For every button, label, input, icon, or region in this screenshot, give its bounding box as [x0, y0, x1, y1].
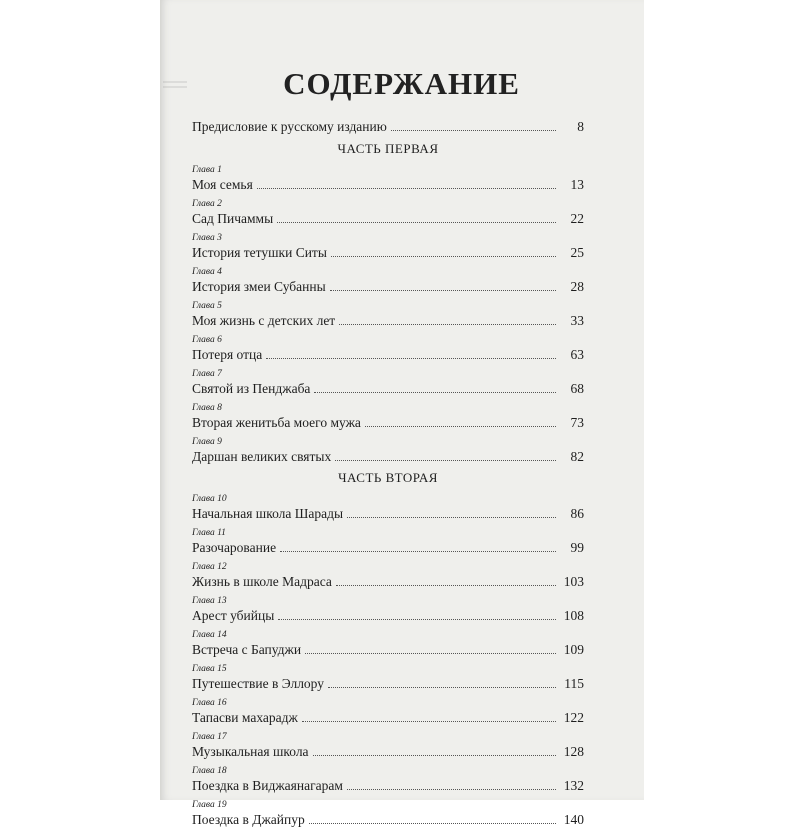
toc-entry [192, 402, 584, 432]
entry-page-number: 33 [570, 313, 584, 328]
entry-title: Предисловие к русскому изданию [192, 119, 387, 134]
entry-title: Начальная школа Шарады [192, 506, 344, 521]
toc-entry [192, 368, 584, 398]
dot-leader [339, 324, 556, 325]
dot-leader [257, 188, 556, 189]
chapter-number: Глава 16 [192, 698, 227, 708]
entry-title: История тетушки Ситы [192, 245, 327, 260]
dot-leader [278, 619, 556, 620]
dot-leader [365, 426, 556, 427]
toc-entry [192, 595, 584, 625]
chapter-number: Глава 18 [192, 766, 227, 776]
entry-title: Вторая женитьба моего мужа [192, 415, 361, 430]
entry-page-number: 140 [563, 812, 584, 827]
dot-leader [391, 130, 556, 131]
part-heading: ЧАСТЬ ВТОРАЯ [338, 470, 438, 485]
page-title: СОДЕРЖАНИЕ [283, 66, 520, 101]
dot-leader [347, 789, 556, 790]
toc-entry [192, 266, 584, 296]
chapter-number: Глава 19 [192, 800, 227, 810]
entry-page-number: 115 [564, 676, 584, 691]
chapter-number: Глава 4 [192, 267, 222, 277]
entry-page-number: 86 [570, 506, 584, 521]
entry-page-number: 108 [563, 608, 584, 623]
dot-leader [309, 823, 556, 824]
chapter-number: Глава 5 [192, 301, 222, 311]
toc-entry [192, 232, 584, 262]
dot-leader [330, 290, 556, 291]
entry-title: Тапасви махарадж [192, 710, 298, 725]
entry-page-number: 8 [577, 119, 584, 134]
chapter-number: Глава 2 [192, 199, 222, 209]
entry-title: Арест убийцы [192, 608, 275, 623]
entry-title: Моя семья [192, 177, 253, 192]
dot-leader [302, 721, 556, 722]
entry-title: Потеря отца [192, 347, 263, 362]
dot-leader [266, 358, 556, 359]
entry-page-number: 22 [570, 211, 584, 226]
chapter-number: Глава 15 [192, 664, 227, 674]
chapter-number: Глава 17 [192, 732, 227, 742]
toc-entry [192, 799, 584, 829]
entry-title: Музыкальная школа [192, 744, 309, 759]
chapter-number: Глава 6 [192, 335, 222, 345]
chapter-number: Глава 12 [192, 562, 227, 572]
entry-page-number: 82 [570, 449, 584, 464]
chapter-number: Глава 7 [192, 369, 222, 379]
entry-page-number: 25 [570, 245, 584, 260]
entry-title: Поездка в Джайпур [192, 812, 305, 827]
dot-leader [347, 517, 556, 518]
toc-entry [192, 663, 584, 693]
entry-title: Поездка в Виджаянагарам [192, 778, 343, 793]
entry-title: Встреча с Бапуджи [192, 642, 302, 657]
entry-title: Сад Пичаммы [192, 211, 274, 226]
entry-page-number: 103 [563, 574, 584, 589]
chapter-number: Глава 13 [192, 596, 227, 606]
entry-page-number: 63 [570, 347, 584, 362]
toc-entry [192, 198, 584, 228]
entry-title: Путешествие в Эллору [192, 676, 325, 691]
entry-page-number: 99 [570, 540, 584, 555]
chapter-number: Глава 9 [192, 437, 222, 447]
entry-page-number: 68 [570, 381, 584, 396]
chapter-number: Глава 11 [192, 528, 226, 538]
toc-entry [192, 300, 584, 330]
dot-leader [336, 585, 556, 586]
chapter-number: Глава 1 [192, 165, 222, 175]
toc-entry [192, 334, 584, 364]
toc-entry [192, 493, 584, 523]
dot-leader [280, 551, 556, 552]
chapter-number: Глава 14 [192, 630, 227, 640]
chapter-number: Глава 8 [192, 403, 222, 413]
dot-leader [277, 222, 556, 223]
dot-leader [335, 460, 556, 461]
part-heading: ЧАСТЬ ПЕРВАЯ [337, 141, 439, 156]
entry-page-number: 13 [570, 177, 584, 192]
table-of-contents [192, 117, 584, 829]
entry-title: Даршан великих святых [192, 449, 332, 464]
entry-page-number: 128 [563, 744, 584, 759]
dot-leader [313, 755, 556, 756]
entry-title: Жизнь в школе Мадраса [192, 574, 332, 589]
toc-entry-preface [192, 117, 584, 137]
toc-entry [192, 697, 584, 727]
toc-entry [192, 436, 584, 466]
entry-title: Моя жизнь с детских лет [192, 313, 336, 328]
dot-leader [314, 392, 556, 393]
toc-entry [192, 164, 584, 194]
dot-leader [331, 256, 556, 257]
entry-page-number: 73 [570, 415, 584, 430]
entry-title: Разочарование [192, 540, 277, 555]
chapter-number: Глава 10 [192, 494, 227, 504]
chapter-number: Глава 3 [192, 233, 222, 243]
toc-entry [192, 629, 584, 659]
toc-entry [192, 731, 584, 761]
entry-page-number: 132 [563, 778, 584, 793]
dot-leader [328, 687, 556, 688]
dot-leader [305, 653, 556, 654]
entry-title: История змеи Субанны [192, 279, 326, 294]
entry-page-number: 122 [563, 710, 584, 725]
toc-entry [192, 561, 584, 591]
entry-title: Святой из Пенджаба [192, 381, 311, 396]
entry-page-number: 109 [563, 642, 584, 657]
toc-entry [192, 765, 584, 795]
entry-page-number: 28 [570, 279, 584, 294]
toc-entry [192, 527, 584, 557]
